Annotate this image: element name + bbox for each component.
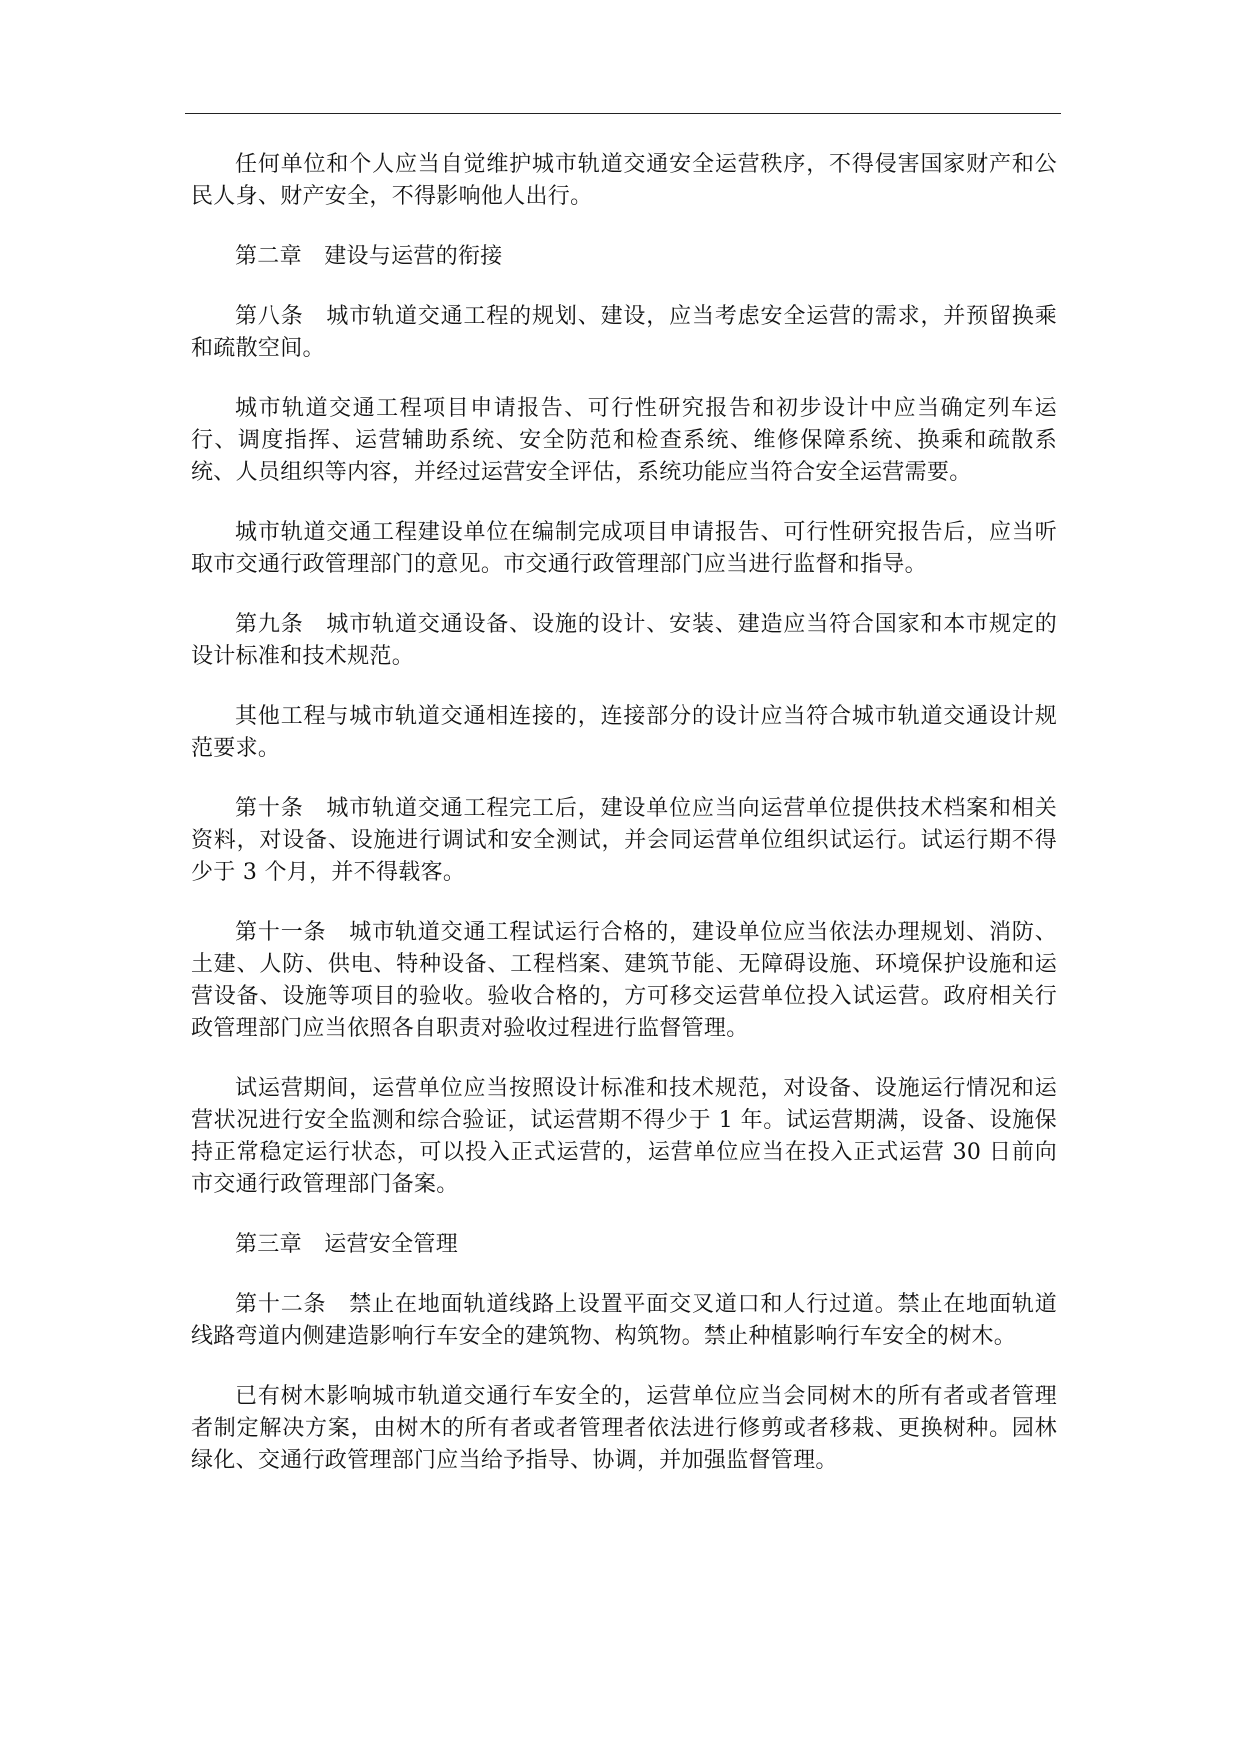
- document-body: [191, 149, 1057, 1505]
- article-11-clause-2: 试运营期间，运营单位应当按照设计标准和技术规范，对设备、设施运行情况和运营状况进行安全监测和综合验证，试运营期不得少于 1 年。试运营期满，设备、设施保持正常稳定运行状态，可以投入正式运营的，运营单位应当在投入正式运营 30 日前向市交通行政管理部门备案。: [191, 1076, 1057, 1197]
- paragraph-obligation: 任何单位和个人应当自觉维护城市轨道交通安全运营秩序，不得侵害国家财产和公民人身、财产安全，不得影响他人出行。: [191, 152, 1057, 209]
- article-9-clause-2: 其他工程与城市轨道交通相连接的，连接部分的设计应当符合城市轨道交通设计规范要求。: [191, 704, 1057, 761]
- article-8-clause-3: 城市轨道交通工程建设单位在编制完成项目申请报告、可行性研究报告后，应当听取市交通行政管理部门的意见。市交通行政管理部门应当进行监督和指导。: [191, 520, 1057, 577]
- article-12-clause-2: 已有树木影响城市轨道交通行车安全的，运营单位应当会同树木的所有者或者管理者制定解决方案，由树木的所有者或者管理者依法进行修剪或者移栽、更换树种。园林绿化、交通行政管理部门应当给予指导、协调，并加强监督管理。: [191, 1384, 1057, 1473]
- chapter-3-heading: 第三章 运营安全管理: [235, 1232, 459, 1257]
- article-12: 第十二条 禁止在地面轨道线路上设置平面交叉道口和人行过道。禁止在地面轨道线路弯道内侧建造影响行车安全的建筑物、构筑物。禁止种植影响行车安全的树木。: [191, 1292, 1057, 1349]
- article-9: 第九条 城市轨道交通设备、设施的设计、安装、建造应当符合国家和本市规定的设计标准和技术规范。: [191, 612, 1057, 669]
- header-rule: [185, 113, 1061, 114]
- article-8-clause-2: 城市轨道交通工程项目申请报告、可行性研究报告和初步设计中应当确定列车运行、调度指挥、运营辅助系统、安全防范和检查系统、维修保障系统、换乘和疏散系统、人员组织等内容，并经过运营安全评估，系统功能应当符合安全运营需要。: [191, 396, 1057, 485]
- article-10: 第十条 城市轨道交通工程完工后，建设单位应当向运营单位提供技术档案和相关资料，对设备、设施进行调试和安全测试，并会同运营单位组织试运行。试运行期不得少于 3 个月，并不得载客。: [191, 796, 1057, 885]
- chapter-2-heading: 第二章 建设与运营的衔接: [235, 244, 503, 269]
- article-8: 第八条 城市轨道交通工程的规划、建设，应当考虑安全运营的需求，并预留换乘和疏散空间。: [191, 304, 1057, 361]
- article-11: 第十一条 城市轨道交通工程试运行合格的，建设单位应当依法办理规划、消防、土建、人防、供电、特种设备、工程档案、建筑节能、无障碍设施、环境保护设施和运营设备、设施等项目的验收。验收合格的，方可移交运营单位投入试运营。政府相关行政管理部门应当依照各自职责对验收过程进行监督管理。: [191, 920, 1057, 1041]
